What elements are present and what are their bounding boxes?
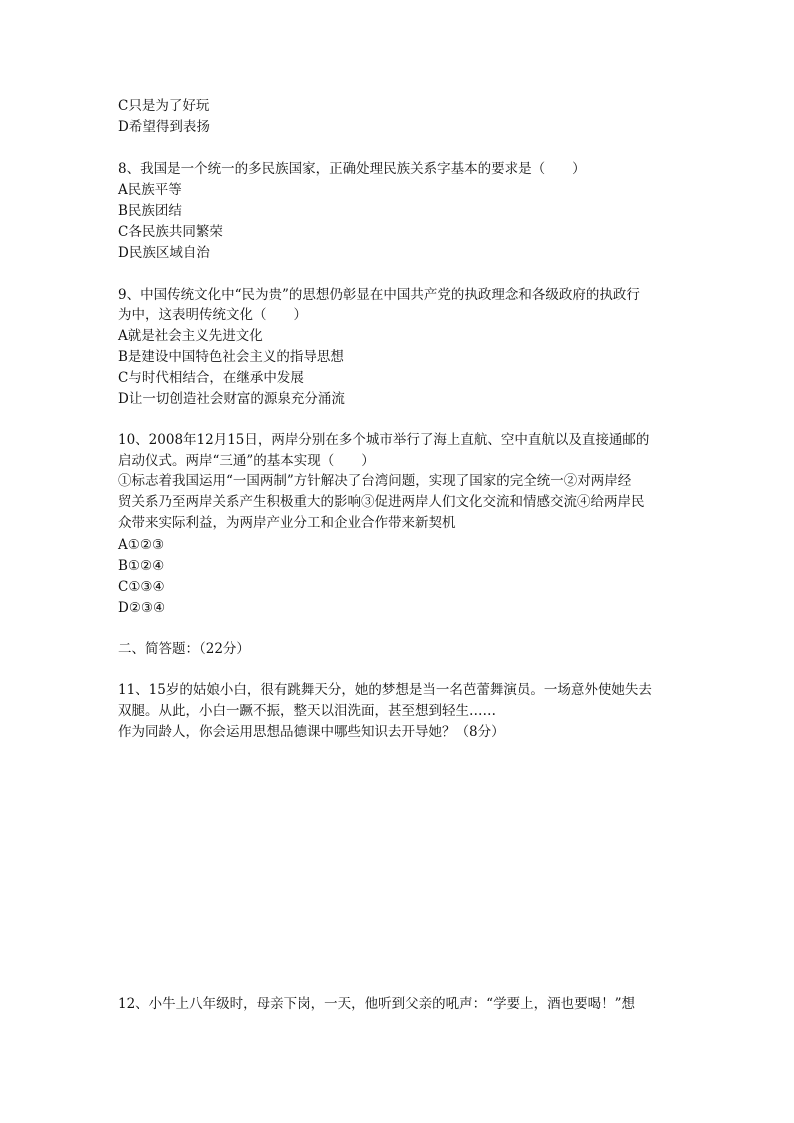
- q7-option-c: C只是为了好玩: [118, 98, 210, 114]
- q10-option-d: D②③④: [118, 600, 166, 616]
- q12-line1: 12、小牛上八年级时，母亲下岗，一天，他听到父亲的吼声：“学要上，酒也要喝！”想: [118, 996, 635, 1012]
- q10-stem-line2: 启动仪式。两岸“三通”的基本实现（ ）: [118, 453, 375, 469]
- q10-option-b: B①②④: [118, 558, 165, 574]
- q8-option-b: B民族团结: [118, 203, 182, 219]
- q9-stem-line1: 9、中国传统文化中“民为贵”的思想仍彰显在中国共产党的执政理念和各级政府的执政行: [118, 287, 640, 303]
- q8-option-d: D民族区域自治: [118, 245, 210, 261]
- q10-statement-line1: ①标志着我国运用“一国两制”方针解决了台湾问题，实现了国家的完全统一②对两岸经: [118, 473, 632, 489]
- q10-stem-line1: 10、2008年12月15日，两岸分别在多个城市举行了海上直航、空中直航以及直接通邮的: [118, 432, 650, 448]
- q9-option-a: A就是社会主义先进文化: [118, 328, 263, 344]
- q11-line3: 作为同龄人，你会运用思想品德课中哪些知识去开导她？（8分）: [118, 724, 505, 740]
- section2-heading: 二、简答题：（22分）: [118, 641, 250, 657]
- q8-stem: 8、我国是一个统一的多民族国家，正确处理民族关系字基本的要求是（ ）: [118, 161, 586, 177]
- q9-option-b: B是建设中国特色社会主义的指导思想: [118, 349, 344, 365]
- q9-option-c: C与时代相结合，在继承中发展: [118, 370, 304, 386]
- q10-option-a: A①②③: [118, 537, 165, 553]
- q10-statement-line2: 贸关系乃至两岸关系产生积极重大的影响③促进两岸人们文化交流和情感交流④给两岸民: [118, 494, 645, 510]
- q9-option-d: D让一切创造社会财富的源泉充分涌流: [118, 391, 345, 407]
- q8-option-a: A民族平等: [118, 182, 182, 198]
- q10-statement-line3: 众带来实际利益，为两岸产业分工和企业合作带来新契机: [118, 515, 456, 531]
- q8-option-c: C各民族共同繁荣: [118, 224, 223, 240]
- q11-line1: 11、15岁的姑娘小白，很有跳舞天分，她的梦想是当一名芭蕾舞演员。一场意外使她失去: [118, 682, 652, 698]
- q7-option-d: D希望得到表扬: [118, 119, 210, 135]
- q9-stem-line2: 为中，这表明传统文化（ ）: [118, 307, 307, 323]
- q11-line2: 双腿。从此，小白一蹶不振，整天以泪洗面，甚至想到轻生……: [118, 703, 496, 719]
- q10-option-c: C①③④: [118, 579, 165, 595]
